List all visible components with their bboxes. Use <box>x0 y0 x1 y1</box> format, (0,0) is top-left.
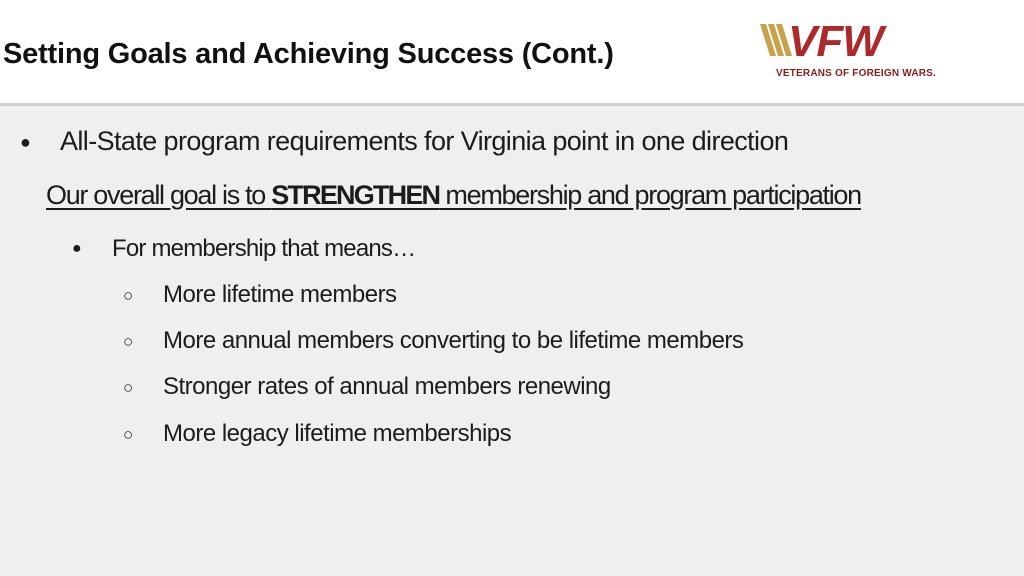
sub-bullet-circle: ○ <box>123 378 134 397</box>
goal-text-before: Our overall goal is to <box>46 180 272 210</box>
goal-emphasis: STRENGTHEN <box>271 180 440 210</box>
sub-bullet-circle: ○ <box>123 286 134 305</box>
slide-body <box>0 106 1024 576</box>
bullet-text-requirements: All-State program requirements for Virginia point in one direction <box>60 126 789 156</box>
slide-title: Setting Goals and Achieving Success (Cont.) <box>3 38 614 70</box>
vfw-logo <box>760 20 937 86</box>
bullet-point: ● <box>72 240 82 257</box>
sub-bullet-circle: ○ <box>123 332 134 351</box>
sub-item-annual-converting: More annual members converting to be lifetime members <box>163 327 744 354</box>
sub-item-lifetime-members: More lifetime members <box>163 281 397 308</box>
bullet-text-membership: For membership that means… <box>112 235 416 262</box>
logo-tagline: VETERANS OF FOREIGN WARS. <box>776 68 937 79</box>
slide-header <box>0 0 1024 106</box>
vfw-logo-mark <box>760 20 930 66</box>
goal-statement <box>46 180 861 211</box>
bullet-point: ● <box>20 132 31 152</box>
sub-item-renewing: Stronger rates of annual members renewing <box>163 373 611 400</box>
sub-item-legacy: More legacy lifetime memberships <box>163 420 512 447</box>
sub-bullet-circle: ○ <box>123 425 134 444</box>
logo-wordmark: VFW <box>788 20 883 66</box>
goal-text-after: membership and program participation <box>439 180 861 210</box>
